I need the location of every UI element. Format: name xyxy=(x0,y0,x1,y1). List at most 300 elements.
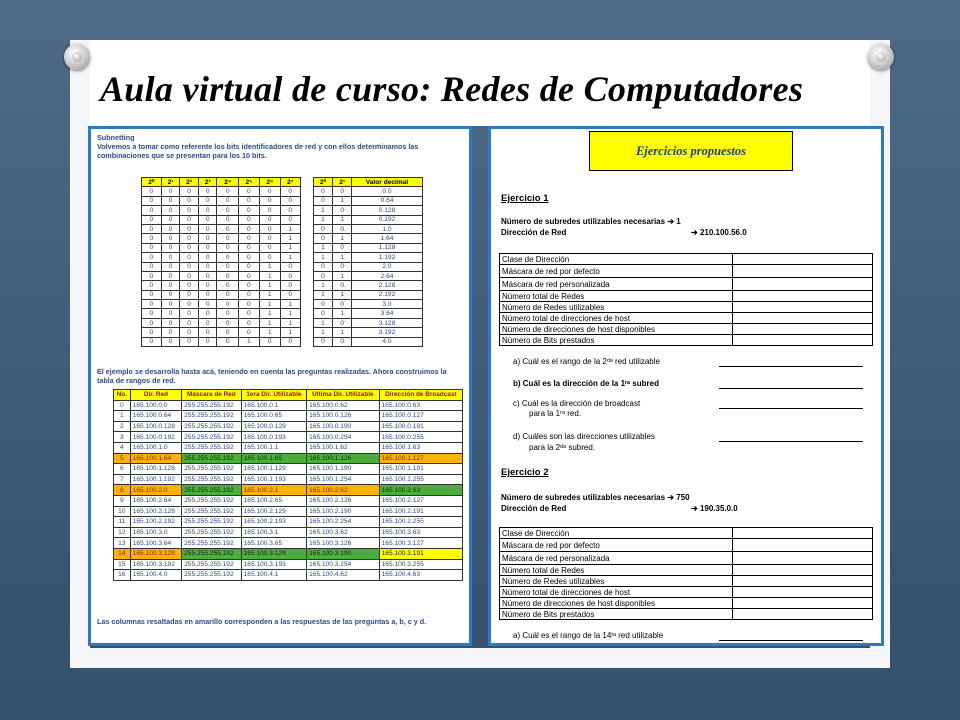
form-label: Número de Bits prestados xyxy=(500,335,733,346)
arrow-icon: ➔ xyxy=(691,504,698,513)
bit-cell: 0 xyxy=(217,234,238,243)
bit-cell: 0 xyxy=(161,243,180,252)
subnetting-intro: Volvemos a tomar como referente los bits identificadores de red y con ellos determinamos las combinaciones que se presentan para los 10 bits. xyxy=(97,142,419,160)
form-answer-cell[interactable] xyxy=(733,291,873,302)
bit-cell: 0 xyxy=(142,300,162,309)
spacer xyxy=(300,243,313,252)
bit-cell: 0 xyxy=(180,196,199,205)
bit-cell: 0 xyxy=(180,215,199,224)
value-cell: 1.128 xyxy=(352,243,423,252)
bit-cell: 0 xyxy=(142,290,162,299)
range-cell: 165.100.4.63 xyxy=(379,570,462,581)
bit-cell: 1 xyxy=(313,328,333,337)
value-cell: 4.0 xyxy=(352,337,423,346)
spacer xyxy=(300,262,313,271)
bit-cell: 0 xyxy=(280,337,300,346)
range-cell: 1 xyxy=(114,411,131,422)
value-cell: 2.128 xyxy=(352,281,423,290)
form-row xyxy=(500,565,873,576)
range-cell: 255.255.255.192 xyxy=(182,474,241,485)
bit-cell: 1 xyxy=(280,224,300,233)
bit-cell: 0 xyxy=(259,337,280,346)
ex2-question-a: a) Cuál es el rango de la 14ᵗᵃ red utilizable xyxy=(513,631,664,640)
bit-cell: 0 xyxy=(238,206,259,215)
bit-cell: 0 xyxy=(313,337,333,346)
form-row xyxy=(500,278,873,291)
ex1-question-c-cont: para la 1ʳᵃ red. xyxy=(529,409,582,418)
form-row xyxy=(500,313,873,324)
value-cell: 0.128 xyxy=(352,206,423,215)
form-answer-cell[interactable] xyxy=(733,565,873,576)
range-cell: 255.255.255.192 xyxy=(182,411,241,422)
bit-cell: 0 xyxy=(238,309,259,318)
range-cell: 6 xyxy=(114,464,131,475)
bit-cell: 0 xyxy=(238,187,259,196)
bit-cell: 0 xyxy=(259,206,280,215)
form-label: Número de Bits prestados xyxy=(500,609,733,620)
bit-cell: 0 xyxy=(333,318,352,327)
range-row xyxy=(114,474,463,485)
bit-cell: 1 xyxy=(333,328,352,337)
bit-cell: 0 xyxy=(280,215,300,224)
bit-cell: 0 xyxy=(198,262,217,271)
form-label: Máscara de red personalizada xyxy=(500,552,733,565)
range-cell: 165.100.2.126 xyxy=(307,495,379,506)
form-row xyxy=(500,265,873,278)
range-cell: 255.255.255.192 xyxy=(182,421,241,432)
bit-cell: 0 xyxy=(238,271,259,280)
bit-cell: 1 xyxy=(333,271,352,280)
arrow-icon: ➔ xyxy=(691,228,698,237)
bit-cell: 0 xyxy=(217,300,238,309)
form-answer-cell[interactable] xyxy=(733,302,873,313)
bit-cell: 1 xyxy=(333,196,352,205)
spacer xyxy=(300,224,313,233)
range-cell: 165.100.0.254 xyxy=(307,432,379,443)
range-header: Dirección de Broadcast xyxy=(379,390,462,401)
range-row xyxy=(114,442,463,453)
bit-cell: 0 xyxy=(259,243,280,252)
bit-cell: 0 xyxy=(217,318,238,327)
bit-cell: 0 xyxy=(313,196,333,205)
range-cell: 165.100.2.128 xyxy=(130,506,181,517)
bit-cell: 0 xyxy=(180,262,199,271)
bits-row xyxy=(142,337,423,346)
form-label: Clase de Dirección xyxy=(500,254,733,265)
spacer xyxy=(300,309,313,318)
arrow-icon: ➔ xyxy=(667,217,675,226)
exercise-2-title: Ejercicio 2 xyxy=(501,467,549,478)
bit-cell: 0 xyxy=(333,337,352,346)
bit-cell: 0 xyxy=(259,196,280,205)
spacer xyxy=(300,328,313,337)
bit-cell: 0 xyxy=(180,328,199,337)
bit-cell: 0 xyxy=(259,234,280,243)
bit-cell: 0 xyxy=(238,318,259,327)
bit-cell: 0 xyxy=(280,196,300,205)
form-answer-cell[interactable] xyxy=(733,552,873,565)
range-cell: 165.100.2.65 xyxy=(241,495,307,506)
bits-row xyxy=(142,300,423,309)
bit-cell: 0 xyxy=(217,243,238,252)
spacer xyxy=(300,281,313,290)
bit-cell: 0 xyxy=(142,224,162,233)
bit-cell: 0 xyxy=(238,224,259,233)
bit-cell: 0 xyxy=(238,281,259,290)
ex2-subnets xyxy=(501,493,690,502)
bit-cell: 1 xyxy=(259,328,280,337)
ex2-subnets-label: Número de subredes utilizables necesarias xyxy=(501,493,666,502)
range-cell: 165.100.3.128 xyxy=(130,548,181,559)
bit-cell: 0 xyxy=(180,224,199,233)
range-cell: 165.100.1.127 xyxy=(379,453,462,464)
range-cell: 165.100.2.254 xyxy=(307,517,379,528)
range-table xyxy=(113,389,463,581)
ex1-subnets-label: Número de subredes utilizables necesarias xyxy=(501,217,666,226)
range-cell: 9 xyxy=(114,495,131,506)
bit-cell: 0 xyxy=(280,271,300,280)
bit-cell: 0 xyxy=(313,309,333,318)
bit-cell: 0 xyxy=(161,300,180,309)
form-row xyxy=(500,587,873,598)
bit-cell: 0 xyxy=(280,262,300,271)
bit-cell: 0 xyxy=(217,281,238,290)
bit-cell: 0 xyxy=(217,215,238,224)
bit-cell: 0 xyxy=(161,206,180,215)
ex1-question-a: a) Cuál es el rango de la 2ᵈᵃ red utilizable xyxy=(513,357,660,366)
spacer xyxy=(300,234,313,243)
ex2-net-value-wrap xyxy=(691,504,738,513)
bit-cell: 0 xyxy=(180,243,199,252)
range-cell: 165.100.0.65 xyxy=(241,411,307,422)
answer-line[interactable] xyxy=(719,366,863,367)
ex1-subnets xyxy=(501,217,681,226)
form-label: Máscara de red personalizada xyxy=(500,278,733,291)
form-row xyxy=(500,552,873,565)
ex2-net-value: 190.35.0.0 xyxy=(699,504,738,513)
range-cell: 5 xyxy=(114,453,131,464)
range-cell: 165.100.4.1 xyxy=(241,570,307,581)
bits-header: 2³ xyxy=(198,178,217,187)
range-row xyxy=(114,495,463,506)
bit-cell: 1 xyxy=(333,290,352,299)
bit-cell: 0 xyxy=(333,187,352,196)
bit-cell: 0 xyxy=(238,253,259,262)
range-cell: 165.100.3.254 xyxy=(307,559,379,570)
bit-cell: 0 xyxy=(142,281,162,290)
bits-table xyxy=(141,177,423,347)
bit-cell: 0 xyxy=(333,281,352,290)
range-header: No. xyxy=(114,390,131,401)
spacer xyxy=(300,300,313,309)
bit-cell: 0 xyxy=(161,271,180,280)
range-cell: 255.255.255.192 xyxy=(182,538,241,549)
value-cell: 0.64 xyxy=(352,196,423,205)
range-cell: 165.100.3.126 xyxy=(307,538,379,549)
bit-cell: 0 xyxy=(238,234,259,243)
bit-cell: 0 xyxy=(161,234,180,243)
value-cell: 3.64 xyxy=(352,309,423,318)
bit-cell: 0 xyxy=(280,281,300,290)
form-row xyxy=(500,576,873,587)
spacer xyxy=(300,206,313,215)
range-cell: 2 xyxy=(114,421,131,432)
bit-cell: 0 xyxy=(217,262,238,271)
bit-cell: 1 xyxy=(259,271,280,280)
bit-cell: 0 xyxy=(217,253,238,262)
value-cell: 2.0 xyxy=(352,262,423,271)
form-row xyxy=(500,291,873,302)
range-cell: 165.100.0.62 xyxy=(307,400,379,411)
bit-cell: 0 xyxy=(161,328,180,337)
bits-row xyxy=(142,318,423,327)
ex1-question-d-cont: para la 2ᵈᵃ subred. xyxy=(529,443,596,452)
form-label: Máscara de red por defecto xyxy=(500,539,733,552)
bit-cell: 1 xyxy=(280,234,300,243)
bit-cell: 0 xyxy=(161,262,180,271)
bit-cell: 0 xyxy=(198,309,217,318)
form-answer-cell[interactable] xyxy=(733,254,873,265)
answer-line[interactable] xyxy=(719,441,863,442)
form-label: Número de direcciones de host disponibles xyxy=(500,324,733,335)
bit-cell: 0 xyxy=(161,215,180,224)
bit-cell: 1 xyxy=(259,262,280,271)
form-answer-cell[interactable] xyxy=(733,539,873,552)
bits-header: 2¹ xyxy=(161,178,180,187)
range-cell: 12 xyxy=(114,527,131,538)
bit-cell: 0 xyxy=(198,281,217,290)
value-cell: 1.192 xyxy=(352,253,423,262)
range-cell: 165.100.3.127 xyxy=(379,538,462,549)
bits-row xyxy=(142,290,423,299)
form-answer-cell[interactable] xyxy=(733,278,873,291)
range-cell: 165.100.0.126 xyxy=(307,411,379,422)
bit-cell: 0 xyxy=(180,234,199,243)
range-cell: 255.255.255.192 xyxy=(182,570,241,581)
bit-cell: 0 xyxy=(142,234,162,243)
bit-cell: 0 xyxy=(217,328,238,337)
range-row xyxy=(114,464,463,475)
range-cell: 165.100.0.191 xyxy=(379,421,462,432)
bit-cell: 0 xyxy=(313,262,333,271)
form-answer-cell[interactable] xyxy=(733,265,873,278)
range-header: Máscara de Red xyxy=(182,390,241,401)
bit-cell: 0 xyxy=(217,271,238,280)
frame-bottom xyxy=(70,648,890,668)
bit-cell: 1 xyxy=(313,243,333,252)
range-cell: 165.100.2.0 xyxy=(130,485,181,496)
bit-cell: 0 xyxy=(161,187,180,196)
bit-cell: 0 xyxy=(142,337,162,346)
range-cell: 165.100.3.193 xyxy=(241,559,307,570)
bit-cell: 1 xyxy=(333,309,352,318)
bit-cell: 0 xyxy=(180,271,199,280)
bit-cell: 0 xyxy=(280,290,300,299)
bit-cell: 1 xyxy=(280,300,300,309)
value-cell: 1.64 xyxy=(352,234,423,243)
range-cell: 165.100.1.1 xyxy=(241,442,307,453)
bit-cell: 0 xyxy=(142,309,162,318)
bit-cell: 0 xyxy=(217,290,238,299)
bit-cell: 0 xyxy=(161,337,180,346)
bit-cell: 0 xyxy=(238,300,259,309)
bit-cell: 0 xyxy=(198,234,217,243)
spacer xyxy=(300,253,313,262)
bit-cell: 0 xyxy=(333,300,352,309)
range-cell: 165.100.3.190 xyxy=(307,548,379,559)
form-answer-cell[interactable] xyxy=(733,313,873,324)
range-cell: 165.100.3.129 xyxy=(241,548,307,559)
bit-cell: 0 xyxy=(313,300,333,309)
form-answer-cell[interactable] xyxy=(733,609,873,620)
form-answer-cell[interactable] xyxy=(733,587,873,598)
bits-row xyxy=(142,253,423,262)
bits-row xyxy=(142,243,423,252)
pin-icon xyxy=(868,44,894,70)
bit-cell: 1 xyxy=(280,253,300,262)
ex2-net xyxy=(501,504,566,513)
bit-cell: 0 xyxy=(313,271,333,280)
bit-cell: 0 xyxy=(180,290,199,299)
spacer xyxy=(300,318,313,327)
range-row xyxy=(114,421,463,432)
bits-header: 2⁴ xyxy=(217,178,238,187)
bit-cell: 0 xyxy=(198,187,217,196)
value-cell: 3.192 xyxy=(352,328,423,337)
bits-row xyxy=(142,309,423,318)
range-cell: 165.100.0.0 xyxy=(130,400,181,411)
bits-row xyxy=(142,234,423,243)
form-row xyxy=(500,302,873,313)
range-cell: 15 xyxy=(114,559,131,570)
bits-row xyxy=(142,262,423,271)
bit-cell: 0 xyxy=(142,243,162,252)
range-row xyxy=(114,570,463,581)
answer-line[interactable] xyxy=(719,408,863,409)
range-cell: 165.100.0.190 xyxy=(307,421,379,432)
mid-text: El ejemplo se desarrolla hasta acá, teniendo en cuenta las preguntas realizadas. Ahora construimos la tabla de rangos de red. xyxy=(97,367,447,385)
range-header: 1era Dir. Utilizable xyxy=(241,390,307,401)
bit-cell: 0 xyxy=(198,243,217,252)
range-cell: 165.100.2.129 xyxy=(241,506,307,517)
form-label: Número total de Redes xyxy=(500,291,733,302)
bit-cell: 1 xyxy=(259,281,280,290)
bit-cell: 0 xyxy=(333,224,352,233)
bit-cell: 0 xyxy=(180,309,199,318)
bit-cell: 0 xyxy=(161,318,180,327)
range-row xyxy=(114,432,463,443)
bit-cell: 0 xyxy=(259,215,280,224)
bit-cell: 1 xyxy=(313,318,333,327)
bit-cell: 0 xyxy=(217,206,238,215)
form-row xyxy=(500,324,873,335)
bit-cell: 0 xyxy=(198,224,217,233)
range-cell: 165.100.2.63 xyxy=(379,485,462,496)
range-cell: 165.100.1.65 xyxy=(241,453,307,464)
form-answer-cell[interactable] xyxy=(733,576,873,587)
range-cell: 165.100.1.0 xyxy=(130,442,181,453)
form-answer-cell[interactable] xyxy=(733,598,873,609)
spacer xyxy=(300,337,313,346)
bit-cell: 0 xyxy=(313,224,333,233)
spacer xyxy=(300,215,313,224)
range-cell: 255.255.255.192 xyxy=(182,527,241,538)
bit-cell: 0 xyxy=(180,187,199,196)
bit-cell: 0 xyxy=(180,253,199,262)
bits-row xyxy=(142,187,423,196)
bit-cell: 0 xyxy=(217,187,238,196)
range-row xyxy=(114,485,463,496)
form-answer-cell[interactable] xyxy=(733,335,873,346)
bit-cell: 0 xyxy=(142,271,162,280)
bit-cell: 0 xyxy=(259,253,280,262)
ex2-net-label: Dirección de Red xyxy=(501,504,567,513)
range-header: Dir. Red xyxy=(130,390,181,401)
range-cell: 255.255.255.192 xyxy=(182,517,241,528)
form-answer-cell[interactable] xyxy=(733,324,873,335)
bits-row xyxy=(142,328,423,337)
bit-cell: 0 xyxy=(180,206,199,215)
bits-header: 2¹ xyxy=(333,178,352,187)
range-cell: 165.100.2.255 xyxy=(379,517,462,528)
range-cell: 165.100.2.192 xyxy=(130,517,181,528)
bit-cell: 0 xyxy=(142,196,162,205)
range-row xyxy=(114,506,463,517)
range-cell: 165.100.3.64 xyxy=(130,538,181,549)
spacer xyxy=(300,196,313,205)
form-label: Número de direcciones de host disponibles xyxy=(500,598,733,609)
range-cell: 165.100.1.192 xyxy=(130,474,181,485)
bit-cell: 1 xyxy=(280,243,300,252)
footer-note: Las columnas resaltadas en amarillo corresponden a las respuestas de las preguntas a, b, c y d. xyxy=(97,617,427,626)
value-cell: 0.0 xyxy=(352,187,423,196)
range-cell: 3 xyxy=(114,432,131,443)
form-label: Máscara de red por defecto xyxy=(500,265,733,278)
form-row xyxy=(500,598,873,609)
range-cell: 8 xyxy=(114,485,131,496)
ex2-subnets-value: 750 xyxy=(676,493,690,502)
range-row xyxy=(114,538,463,549)
range-cell: 165.100.0.128 xyxy=(130,421,181,432)
range-row xyxy=(114,400,463,411)
range-cell: 165.100.2.193 xyxy=(241,517,307,528)
spacer xyxy=(300,187,313,196)
form-answer-cell[interactable] xyxy=(733,528,873,539)
value-cell: 2.64 xyxy=(352,271,423,280)
range-cell: 165.100.0.64 xyxy=(130,411,181,422)
value-cell: 0.192 xyxy=(352,215,423,224)
range-cell: 165.100.2.190 xyxy=(307,506,379,517)
range-cell: 165.100.1.126 xyxy=(307,453,379,464)
bit-cell: 0 xyxy=(313,234,333,243)
bits-header: 2⁷ xyxy=(280,178,300,187)
value-cell: 3.0 xyxy=(352,300,423,309)
answer-line[interactable] xyxy=(719,388,863,389)
bit-cell: 0 xyxy=(238,243,259,252)
bits-header: 2⁰ xyxy=(142,178,162,187)
bit-cell: 0 xyxy=(161,309,180,318)
ex1-question-b: b) Cuál es la dirección de la 1ʳᵃ subred xyxy=(513,379,659,388)
bit-cell: 1 xyxy=(259,300,280,309)
answer-line[interactable] xyxy=(719,640,863,641)
pin-icon xyxy=(64,44,90,70)
form-label: Número total de Redes xyxy=(500,565,733,576)
bits-row xyxy=(142,224,423,233)
exercises-banner: Ejercicios propuestos xyxy=(589,131,793,171)
bits-header: 2⁵ xyxy=(238,178,259,187)
bit-cell: 1 xyxy=(333,253,352,262)
ex1-subnets-value: 1 xyxy=(676,217,681,226)
